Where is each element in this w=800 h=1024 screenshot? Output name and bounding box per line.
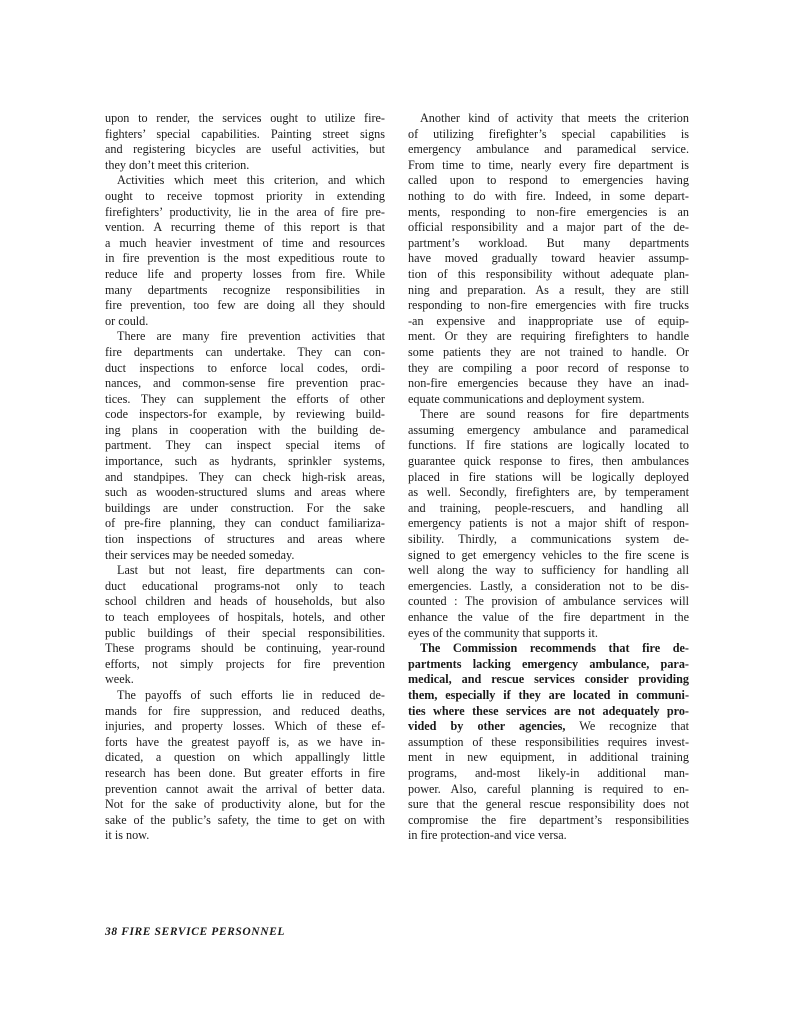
text-line: and registering bicycles are useful activities, but — [105, 142, 385, 157]
text-line: public buildings of their special responsibilities. — [105, 625, 385, 640]
text-line: in fire protection-and vice versa. — [408, 828, 567, 843]
text-line: fire prevention, too few are doing all they should — [105, 298, 385, 313]
text-line: partment’s workload. But many departments — [408, 235, 689, 250]
text-line: mands for fire suppression, and reduced deaths, — [105, 703, 385, 718]
text-line: Not for the sake of productivity alone, but for the — [105, 797, 385, 812]
text-line: medical, and rescue services consider providing — [408, 672, 689, 687]
text-line: There are sound reasons for fire departments — [420, 407, 689, 422]
text-line: The payoffs of such efforts lie in reduced de- — [117, 687, 385, 702]
right-text-column — [408, 111, 689, 844]
text-line: well along the way to sufficiency for handling all — [408, 563, 689, 578]
text-line: There are many fire prevention activities that — [117, 329, 385, 344]
text-line: ought to receive topmost priority in extending — [105, 188, 385, 203]
text-line: sibility. Thirdly, a communications system de- — [408, 532, 689, 547]
text-line: their services may be needed someday. — [105, 547, 295, 562]
text-line: injuries, and property losses. Which of these ef- — [105, 719, 385, 734]
text-line: reduce life and property losses from fire. While — [105, 266, 385, 281]
text-line: in fire prevention is the most expeditious route to — [105, 251, 385, 266]
text-line: and training, people-rescuers, and handling all — [408, 500, 689, 515]
text-line: to teach employees of hospitals, hotels, and other — [105, 610, 385, 624]
text-line: Another kind of activity that meets the criterion — [420, 111, 689, 125]
bold-run: vided by other agencies, — [408, 719, 566, 734]
text-line: functions. If fire stations are logically located to — [408, 438, 689, 453]
text-line: research has been done. But greater efforts in fire — [105, 765, 385, 780]
text-line: tices. They can supplement the efforts of other — [105, 391, 385, 406]
page-footer — [105, 926, 285, 938]
text-line: fire departments can undertake. They can con- — [105, 344, 385, 359]
text-line: ties where these services are not adequately pro- — [408, 703, 689, 718]
text-line: code inspectors-for example, by reviewing build- — [105, 407, 385, 422]
text-line: ning and preparation. As a result, they are still — [408, 282, 689, 297]
text-line: tion of this responsibility without adequate plan- — [408, 266, 689, 281]
text-line: power. Also, careful planning is required to en- — [408, 781, 689, 796]
text-line: forts have the greatest payoff is, as we have in- — [105, 734, 385, 749]
running-title: FIRE SERVICE PERSONNEL — [121, 926, 286, 938]
text-line: firefighters’ productivity, lie in the area of fire pre- — [105, 204, 385, 219]
text-line: dicated, a question on which appallingly little — [105, 750, 385, 765]
text-line: efforts, not simply projects for fire prevention — [105, 656, 385, 671]
text-line: have moved gradually toward heavier assump- — [408, 251, 689, 266]
text-line: counted : The provision of ambulance services will — [408, 594, 689, 609]
text-line: non-fire emergencies because they have an inad- — [408, 376, 689, 391]
text-line: nothing to do with fire. Indeed, in some depart- — [408, 188, 689, 203]
text-line: signed to get emergency vehicles to the fire scene is — [408, 547, 689, 562]
text-line: them, especially if they are located in communi- — [408, 687, 689, 702]
text-line: many departments recognize responsibilities in — [105, 282, 385, 297]
regular-run: We recognize that — [565, 719, 690, 734]
text-line: week. — [105, 672, 134, 687]
text-line: it is now. — [105, 828, 150, 843]
text-line: official responsibility and a major part of the de- — [408, 220, 689, 235]
text-line: prevention cannot await the arrival of better data. — [105, 781, 385, 796]
text-line: vention. A recurring theme of this report is that — [105, 220, 385, 235]
text-line: ments, responding to non-fire emergencies is an — [408, 204, 689, 219]
left-text-column — [105, 111, 385, 844]
text-line — [408, 719, 689, 735]
text-line: some patients they are not trained to handle. Or — [408, 344, 689, 359]
text-line: placed in fire stations will be logically deployed — [408, 469, 689, 484]
text-line: compromise the fire department’s responsibilities — [408, 812, 689, 827]
text-line: The Commission recommends that fire de- — [420, 641, 689, 656]
text-line: guarantee quick response to fires, then ambulances — [408, 454, 689, 469]
text-line: From time to time, nearly every fire department is — [408, 157, 689, 172]
text-line: ment. Or they are requiring firefighters to handle — [408, 329, 689, 344]
text-line: programs, and-most likely-in additional man- — [408, 765, 689, 780]
text-line: or could. — [105, 313, 149, 328]
text-line: ing plans in cooperation with the building de- — [105, 422, 385, 437]
text-line: and standpipes. They can check high-risk areas, — [105, 469, 385, 484]
text-line: tion inspections of structures and areas where — [105, 532, 385, 547]
text-line: sure that the general rescue responsibility does not — [408, 797, 689, 812]
text-line: These programs should be continuing, year-round — [105, 641, 385, 656]
text-line: they don’t meet this criterion. — [105, 157, 250, 172]
text-line: buildings are under construction. For the sake — [105, 500, 385, 515]
text-line: responding to non-fire emergencies with fire trucks — [408, 298, 689, 313]
text-line: emergency patients is not a major shift of respon- — [408, 516, 689, 531]
text-line: assumption of these responsibilities requires invest- — [408, 734, 689, 749]
text-line: duct educational programs-not only to teach — [105, 578, 385, 593]
text-line: Last but not least, fire departments can con- — [117, 563, 385, 578]
text-line: ment in new equipment, in additional training — [408, 750, 689, 765]
text-line: fighters’ special capabilities. Painting street signs — [105, 126, 385, 141]
text-line: as well. Secondly, firefighters are, by temperament — [408, 485, 689, 500]
text-line: they are compiling a poor record of response to — [408, 360, 689, 375]
text-line: Activities which meet this criterion, and which — [117, 173, 385, 188]
text-line: -an expensive and inappropriate use of equip- — [408, 313, 689, 328]
text-line: such as wooden-structured slums and areas where — [105, 485, 385, 500]
text-line: eyes of the community that supports it. — [408, 625, 598, 640]
text-line: importance, such as hydrants, sprinkler systems, — [105, 454, 385, 469]
text-line: duct inspections to enforce local codes, ordi- — [105, 360, 385, 375]
text-line: called upon to respond to emergencies having — [408, 173, 689, 188]
text-line: school children and heads of households, but also — [105, 594, 385, 609]
text-line: emergency ambulance and paramedical service. — [408, 142, 689, 157]
text-line: sake of the public’s safety, the time to get on with — [105, 812, 385, 827]
text-line: emergencies. Lastly, a consideration not to be dis- — [408, 578, 689, 593]
text-line: upon to render, the services ought to utilize fire- — [105, 111, 385, 125]
text-line: assuming emergency ambulance and paramedical — [408, 422, 689, 437]
text-line: of utilizing firefighter’s special capabilities is — [408, 126, 689, 141]
text-line: of pre-fire planning, they can conduct familiariza- — [105, 516, 385, 531]
text-line: equate communications and deployment system. — [408, 391, 645, 406]
text-line: enhance the value of the fire department in the — [408, 610, 689, 624]
text-line: partments lacking emergency ambulance, para- — [408, 656, 689, 671]
text-line: partment. They can inspect special items of — [105, 438, 385, 453]
page-number: 38 — [105, 926, 118, 938]
text-line: nances, and common-sense fire prevention prac- — [105, 376, 385, 391]
text-line: a much heavier investment of time and resources — [105, 235, 385, 250]
